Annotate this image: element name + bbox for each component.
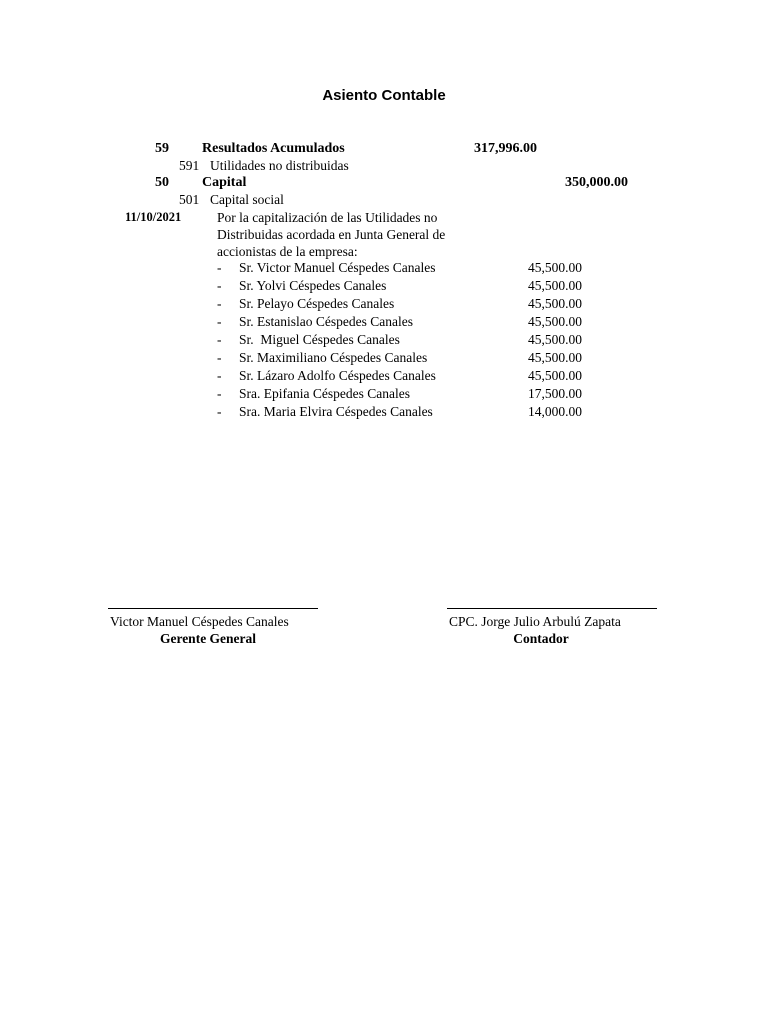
description-line: accionistas de la empresa: [217,244,358,259]
shareholder-amount: 45,500.00 [528,278,582,293]
signatory-role-right: Contador [513,631,569,646]
description-line: Por la capitalización de las Utilidades no [217,210,438,225]
shareholder-name: Sr. Miguel Céspedes Canales [239,332,400,347]
shareholder-amount: 45,500.00 [528,314,582,329]
bullet: - [217,386,222,401]
credit-amount: 350,000.00 [565,175,628,190]
shareholder-name: Sr. Estanislao Céspedes Canales [239,314,413,329]
credit-account-code: 50 [155,175,169,190]
bullet: - [217,278,222,293]
entry-description [217,209,445,260]
entry-date: 11/10/2021 [125,210,182,224]
bullet: - [217,260,222,275]
debit-amount: 317,996.00 [474,141,537,156]
shareholder-amount: 45,500.00 [528,296,582,311]
credit-account-name: Capital [202,175,247,190]
description-line: Distribuidas acordada en Junta General de [217,227,446,242]
bullet: - [217,404,222,419]
shareholder-amount: 17,500.00 [528,386,582,401]
bullet: - [217,368,222,383]
signature-line-right [447,608,657,609]
shareholder-name: Sr. Maximiliano Céspedes Canales [239,350,428,365]
shareholder-name: Sra. Maria Elvira Céspedes Canales [239,404,433,419]
debit-subaccount-code: 591 [179,158,200,173]
shareholder-amount: 45,500.00 [528,332,582,347]
shareholder-name: Sr. Victor Manuel Céspedes Canales [239,260,436,275]
signatory-role-left: Gerente General [159,631,257,646]
signatory-name-right: CPC. Jorge Julio Arbulú Zapata [449,614,621,629]
shareholder-amount: 45,500.00 [528,368,582,383]
signature-line-left [108,608,318,609]
shareholder-name: Sr. Pelayo Céspedes Canales [239,296,395,311]
signatory-name-left: Victor Manuel Céspedes Canales [110,614,289,629]
bullet: - [217,296,222,311]
bullet: - [217,332,222,347]
shareholder-name: Sr. Yolvi Céspedes Canales [239,278,387,293]
debit-account-code: 59 [155,141,169,156]
shareholder-amount: 45,500.00 [528,260,582,275]
shareholder-name: Sra. Epifania Céspedes Canales [239,386,410,401]
credit-subaccount-code: 501 [179,192,200,207]
debit-subaccount-name: Utilidades no distribuidas [210,158,349,173]
shareholder-amount: 14,000.00 [528,404,582,419]
bullet: - [217,314,222,329]
debit-account-name: Resultados Acumulados [202,141,345,156]
credit-subaccount-name: Capital social [210,192,284,207]
document-title: Asiento Contable [322,87,446,104]
shareholder-name: Sr. Lázaro Adolfo Céspedes Canales [239,368,436,383]
shareholder-amount: 45,500.00 [528,350,582,365]
bullet: - [217,350,222,365]
